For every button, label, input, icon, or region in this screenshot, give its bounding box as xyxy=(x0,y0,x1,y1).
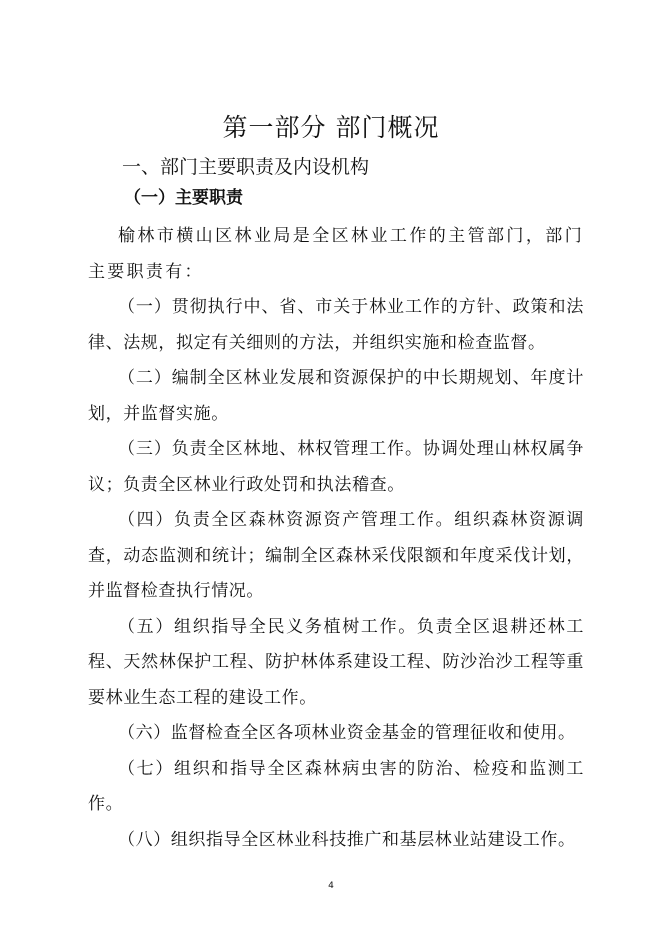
duty-item-4: （四）负责全区森林资源资产管理工作。组织森林资源调查，动态监测和统计；编制全区森林采伐限额和年度采伐计划，并监督检查执行情况。 xyxy=(88,510,584,601)
page-title: 第一部分 部门概况 xyxy=(222,113,440,142)
section-heading: 一、部门主要职责及内设机构 xyxy=(122,156,370,178)
intro-paragraph: 榆林市横山区林业局是全区林业工作的主管部门，部门主要职责有： xyxy=(88,226,584,282)
sub-heading: （一）主要职责 xyxy=(124,188,243,208)
duty-item-7: （七）组织和指导全区森林病虫害的防治、检疫和监测工作。 xyxy=(88,758,584,814)
duty-item-8: （八）组织指导全区林业科技推广和基层林业站建设工作。 xyxy=(118,829,576,850)
duty-item-2: （二）编制全区林业发展和资源保护的中长期规划、年度计划，并监督实施。 xyxy=(88,368,584,424)
duty-item-6: （六）监督检查全区各项林业资金基金的管理征收和使用。 xyxy=(118,723,576,743)
body-text xyxy=(88,219,584,858)
duty-item-3: （三）负责全区林地、林权管理工作。协调处理山林权属争议；负责全区林业行政处罚和执法稽查。 xyxy=(88,439,584,495)
page-number: 4 xyxy=(328,881,334,891)
duty-item-5: （五）组织指导全民义务植树工作。负责全区退耕还林工程、天然林保护工程、防护林体系建设工程、防沙治沙工程等重要林业生态工程的建设工作。 xyxy=(88,616,584,708)
duty-item-1: （一）贯彻执行中、省、市关于林业工作的方针、政策和法律、法规，拟定有关细则的方法，并组织实施和检查监督。 xyxy=(88,297,584,353)
